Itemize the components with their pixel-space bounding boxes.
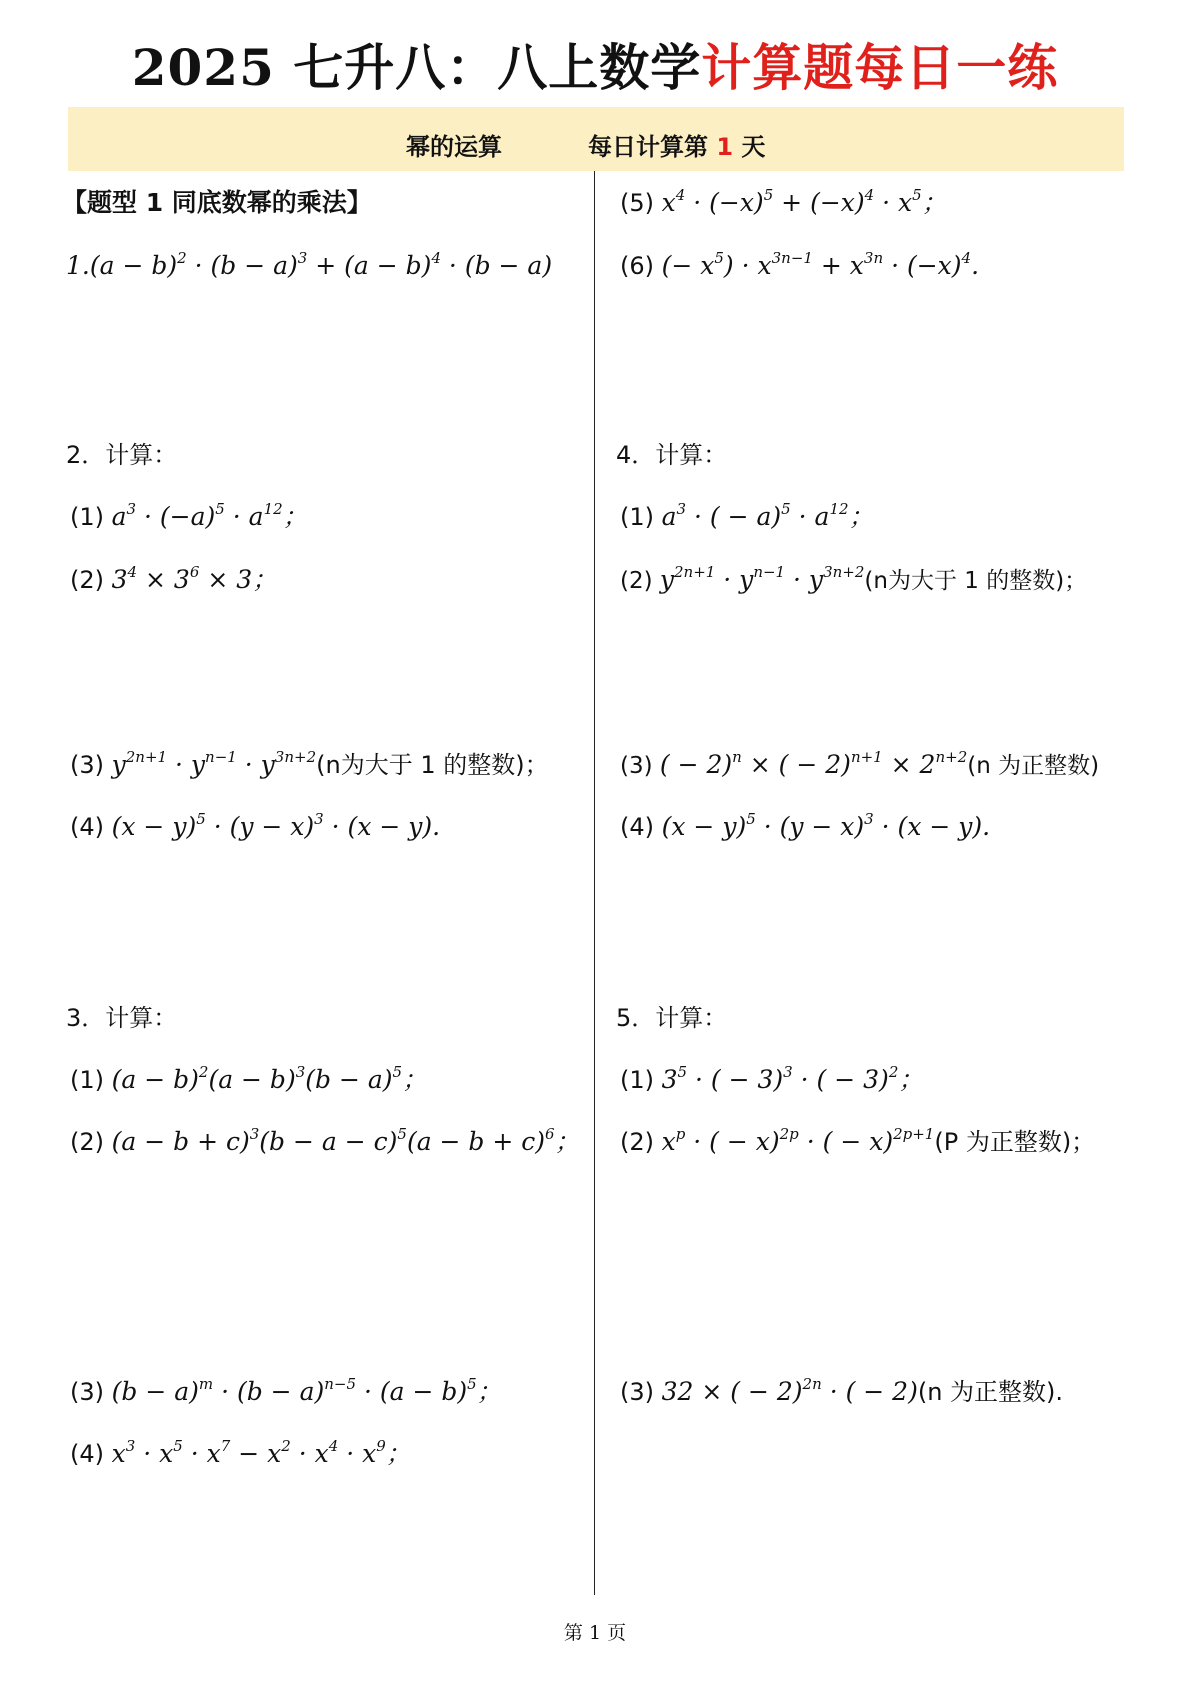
part-label: (1): [70, 1066, 112, 1094]
part-label: (2): [70, 566, 112, 594]
expr-text: (b − a): [305, 1065, 393, 1094]
problem-1: [66, 251, 552, 281]
part-condition: (n 为正整数): [967, 753, 1100, 779]
problem-3-part-3: [70, 1377, 502, 1407]
exponent: 3: [676, 500, 687, 518]
part-expr: [662, 251, 979, 280]
expr-text: × 2: [882, 750, 936, 779]
exponent: 2: [198, 1063, 209, 1081]
expr-text: · y: [167, 750, 206, 779]
exponent: 6: [545, 1125, 555, 1143]
exponent: 3: [864, 810, 874, 828]
exponent: 5: [215, 500, 225, 518]
expr-text: × 3；: [199, 565, 278, 594]
problem-5-part-1: [620, 1065, 923, 1095]
part-expr: [112, 502, 308, 531]
problem-2-part-1: [70, 502, 308, 532]
expr-text: · (a − b): [356, 1377, 468, 1406]
exponent: 5: [677, 1063, 688, 1081]
expr-text: · a: [224, 502, 264, 531]
part-condition: (n为大于 1 的整数)；: [316, 751, 549, 779]
expr-text: (x − y): [111, 812, 197, 841]
exponent: 4: [961, 249, 972, 267]
expr-text: x: [111, 1439, 126, 1468]
exponent: 5: [912, 186, 922, 204]
problem-4-title: 4．计算：: [616, 441, 728, 469]
exponent: 5: [781, 500, 791, 518]
expr-text: 3: [661, 1065, 678, 1094]
exponent: 2n: [802, 1375, 822, 1393]
expr-text: (− x: [661, 251, 715, 280]
exponent: 5: [467, 1375, 477, 1393]
expr-text: · (y − x): [205, 812, 315, 841]
expr-text: · ( − 2): [821, 1377, 918, 1406]
expr-text: · ( − 3): [687, 1065, 784, 1094]
banner-day: [588, 127, 765, 162]
expr-text: × ( − 2): [741, 750, 851, 779]
exponent: m: [198, 1375, 214, 1393]
exponent: 3: [125, 1437, 136, 1455]
part-expr: [112, 1065, 427, 1094]
exponent: 2: [888, 1063, 899, 1081]
expr-text: (a − b): [111, 1065, 199, 1094]
exponent: 4: [127, 563, 138, 581]
exponent: 3n+2: [274, 748, 317, 766]
exponent: 2n+1: [674, 563, 716, 581]
part-condition: (n 为正整数).: [917, 1378, 1064, 1406]
part-expr: [112, 565, 278, 594]
expr-text: ；: [921, 188, 947, 217]
expr-text: y: [111, 750, 126, 779]
expr-text: ；: [385, 1439, 411, 1468]
expr-text: · ( − 3): [792, 1065, 889, 1094]
exponent: 3n+2: [823, 563, 865, 581]
expr-text: (a − b): [208, 1065, 296, 1094]
part-label: (3): [620, 1378, 662, 1406]
exponent: 3: [783, 1063, 793, 1081]
exponent: 5: [746, 810, 756, 828]
expr-text: · ( − x): [685, 1127, 780, 1156]
expr-text: · (−x): [685, 188, 764, 217]
expr-text: · (−a): [136, 502, 216, 531]
part-expr: [662, 1127, 935, 1156]
exponent: 2p+1: [893, 1125, 935, 1143]
exponent: n: [732, 748, 742, 766]
exponent: 5: [392, 1063, 403, 1081]
expr-text: ；: [282, 502, 308, 531]
exponent: n+2: [935, 748, 968, 766]
part-label: (6): [620, 252, 662, 280]
exponent: 4: [864, 186, 875, 204]
expr-text: · ( − x): [798, 1127, 894, 1156]
expr-text: · y: [785, 565, 824, 594]
part-label: (3): [620, 753, 660, 779]
part-label: (2): [620, 1128, 662, 1156]
part-label: (1): [620, 503, 662, 531]
exponent: 3: [126, 500, 137, 518]
problem-1-part-5: [620, 188, 947, 218]
exponent: 5: [173, 1437, 183, 1455]
exponent: 3: [249, 1125, 260, 1143]
expr-text: · (x − y).: [873, 812, 991, 841]
expr-text: + x: [812, 251, 864, 280]
part-expr: [112, 1127, 580, 1156]
exponent: 3: [295, 1063, 306, 1081]
problem-2-part-2: [70, 565, 277, 595]
part-label: (3): [70, 1378, 112, 1406]
problem-2-part-4: [70, 812, 440, 842]
part-expr: [660, 750, 967, 779]
page-title: [0, 28, 1190, 100]
exponent: 9: [376, 1437, 386, 1455]
part-condition: (P 为正整数)；: [934, 1128, 1096, 1156]
part-expr: [112, 1377, 502, 1406]
exponent: 6: [189, 563, 200, 581]
exponent: 5: [196, 810, 206, 828]
problem-3-title: 3．计算：: [66, 1004, 178, 1032]
expr-text: + (a − b): [307, 251, 432, 280]
expr-text: − x: [230, 1439, 282, 1468]
part-expr: [662, 1377, 918, 1406]
exponent: 3n−1: [771, 249, 813, 267]
part-label: (2): [70, 1128, 112, 1156]
expr-text: ；: [476, 1377, 502, 1406]
expr-text: ；: [848, 502, 874, 531]
expr-text: · (−x): [883, 251, 962, 280]
column-divider: [594, 171, 595, 1595]
expr-text: · (y − x): [755, 812, 865, 841]
topic-banner: [68, 107, 1124, 171]
exponent: n−1: [205, 748, 237, 766]
part-expr: [112, 1439, 411, 1468]
part-label: (3): [70, 751, 112, 779]
part-label: (1): [620, 1066, 662, 1094]
exponent: n+1: [850, 748, 883, 766]
exponent: n−1: [753, 563, 786, 581]
page-number: 第 1 页: [563, 1622, 627, 1644]
exponent: 4: [431, 249, 441, 267]
expr-text: · a: [790, 502, 830, 531]
banner-day-prefix: 每日计算第: [588, 133, 717, 161]
part-label: (4): [70, 1440, 112, 1468]
expr-text: · (b − a): [213, 1377, 325, 1406]
exponent: 2n+1: [125, 748, 168, 766]
exponent: n−5: [324, 1375, 357, 1393]
exponent: 2p: [779, 1125, 799, 1143]
expr-text: a: [111, 502, 127, 531]
part-expr: [660, 565, 865, 594]
expr-text: · y: [715, 565, 754, 594]
expr-text: x: [661, 1127, 676, 1156]
expr-text: · (b − a): [186, 251, 298, 280]
expr-text: ( − 2): [659, 750, 733, 779]
exponent: 5: [397, 1125, 407, 1143]
exponent: 3n: [863, 249, 884, 267]
problem-1-number: 1.: [66, 251, 90, 280]
expr-text: 3: [111, 565, 128, 594]
exponent: 2: [281, 1437, 291, 1455]
expr-text: (a − b + c): [111, 1127, 250, 1156]
problem-2-part-3: [70, 750, 549, 780]
title-highlight: 计算题每日一练: [701, 38, 1059, 97]
exponent: 5: [714, 249, 724, 267]
expr-text: x: [661, 188, 676, 217]
part-label: (4): [70, 813, 112, 841]
part-label: (2): [620, 568, 660, 594]
problem-5-part-3: [620, 1377, 1063, 1407]
problem-1-part-6: [620, 251, 979, 281]
expr-text: (a − b): [89, 251, 178, 280]
expr-text: · ( − a): [686, 502, 782, 531]
exponent: 4: [328, 1437, 339, 1455]
problem-1-expr: [90, 251, 552, 280]
part-expr: [662, 1065, 924, 1094]
expr-text: · x: [135, 1439, 174, 1468]
problem-4-part-1: [620, 502, 874, 532]
banner-day-suffix: 天: [733, 133, 766, 161]
banner-topic: 幂的运算: [406, 133, 502, 161]
expr-text: · x: [874, 188, 913, 217]
expr-text: + (−x): [773, 188, 865, 217]
section-heading: 【题型 1 同底数幂的乘法】: [62, 188, 372, 217]
problem-3-part-1: [70, 1065, 427, 1095]
expr-text: y: [659, 565, 675, 594]
exponent: 3: [314, 810, 324, 828]
part-condition: (n为大于 1 的整数)；: [864, 568, 1088, 594]
problem-4-part-4: [620, 812, 990, 842]
problem-3-part-2: [70, 1127, 580, 1157]
expr-text: · y: [236, 750, 275, 779]
expr-text: · x: [338, 1439, 377, 1468]
exponent: 3: [297, 249, 308, 267]
part-expr: [662, 812, 990, 841]
part-expr: [112, 812, 440, 841]
expr-text: ；: [898, 1065, 924, 1094]
exponent: 4: [675, 186, 686, 204]
problem-4-part-2: [620, 565, 1087, 596]
expr-text: ) · x: [723, 251, 772, 280]
expr-text: 32 × ( − 2): [661, 1377, 803, 1406]
problem-5-title: 5．计算：: [616, 1004, 728, 1032]
expr-text: (a − b + c): [406, 1127, 546, 1156]
expr-text: · x: [290, 1439, 329, 1468]
part-label: (5): [620, 189, 662, 217]
banner-day-number: 1: [716, 133, 734, 161]
exponent: 5: [763, 186, 774, 204]
expr-text: · (b − a): [440, 251, 553, 280]
problem-5-part-2: [620, 1127, 1095, 1157]
exponent: 2: [177, 249, 187, 267]
part-expr: [112, 750, 317, 779]
title-main: 2025 七升八：八上数学: [131, 38, 702, 97]
part-expr: [662, 502, 874, 531]
problem-4-part-3: [620, 750, 1099, 781]
expr-text: · x: [182, 1439, 221, 1468]
exponent: 7: [220, 1437, 231, 1455]
expr-text: ；: [554, 1127, 580, 1156]
expr-text: (b − a): [111, 1377, 199, 1406]
part-label: (1): [70, 503, 112, 531]
expr-text: a: [661, 502, 677, 531]
expr-text: ；: [402, 1065, 428, 1094]
exponent: 12: [829, 500, 849, 518]
exponent: 12: [263, 500, 283, 518]
expr-text: (b − a − c): [259, 1127, 398, 1156]
expr-text: .: [971, 251, 980, 280]
expr-text: (x − y): [661, 812, 747, 841]
problem-3-part-4: [70, 1439, 411, 1469]
part-expr: [662, 188, 947, 217]
expr-text: × 3: [137, 565, 190, 594]
problem-2-title: 2．计算：: [66, 441, 178, 469]
exponent: p: [675, 1125, 686, 1143]
expr-text: · (x − y).: [323, 812, 441, 841]
part-label: (4): [620, 813, 662, 841]
